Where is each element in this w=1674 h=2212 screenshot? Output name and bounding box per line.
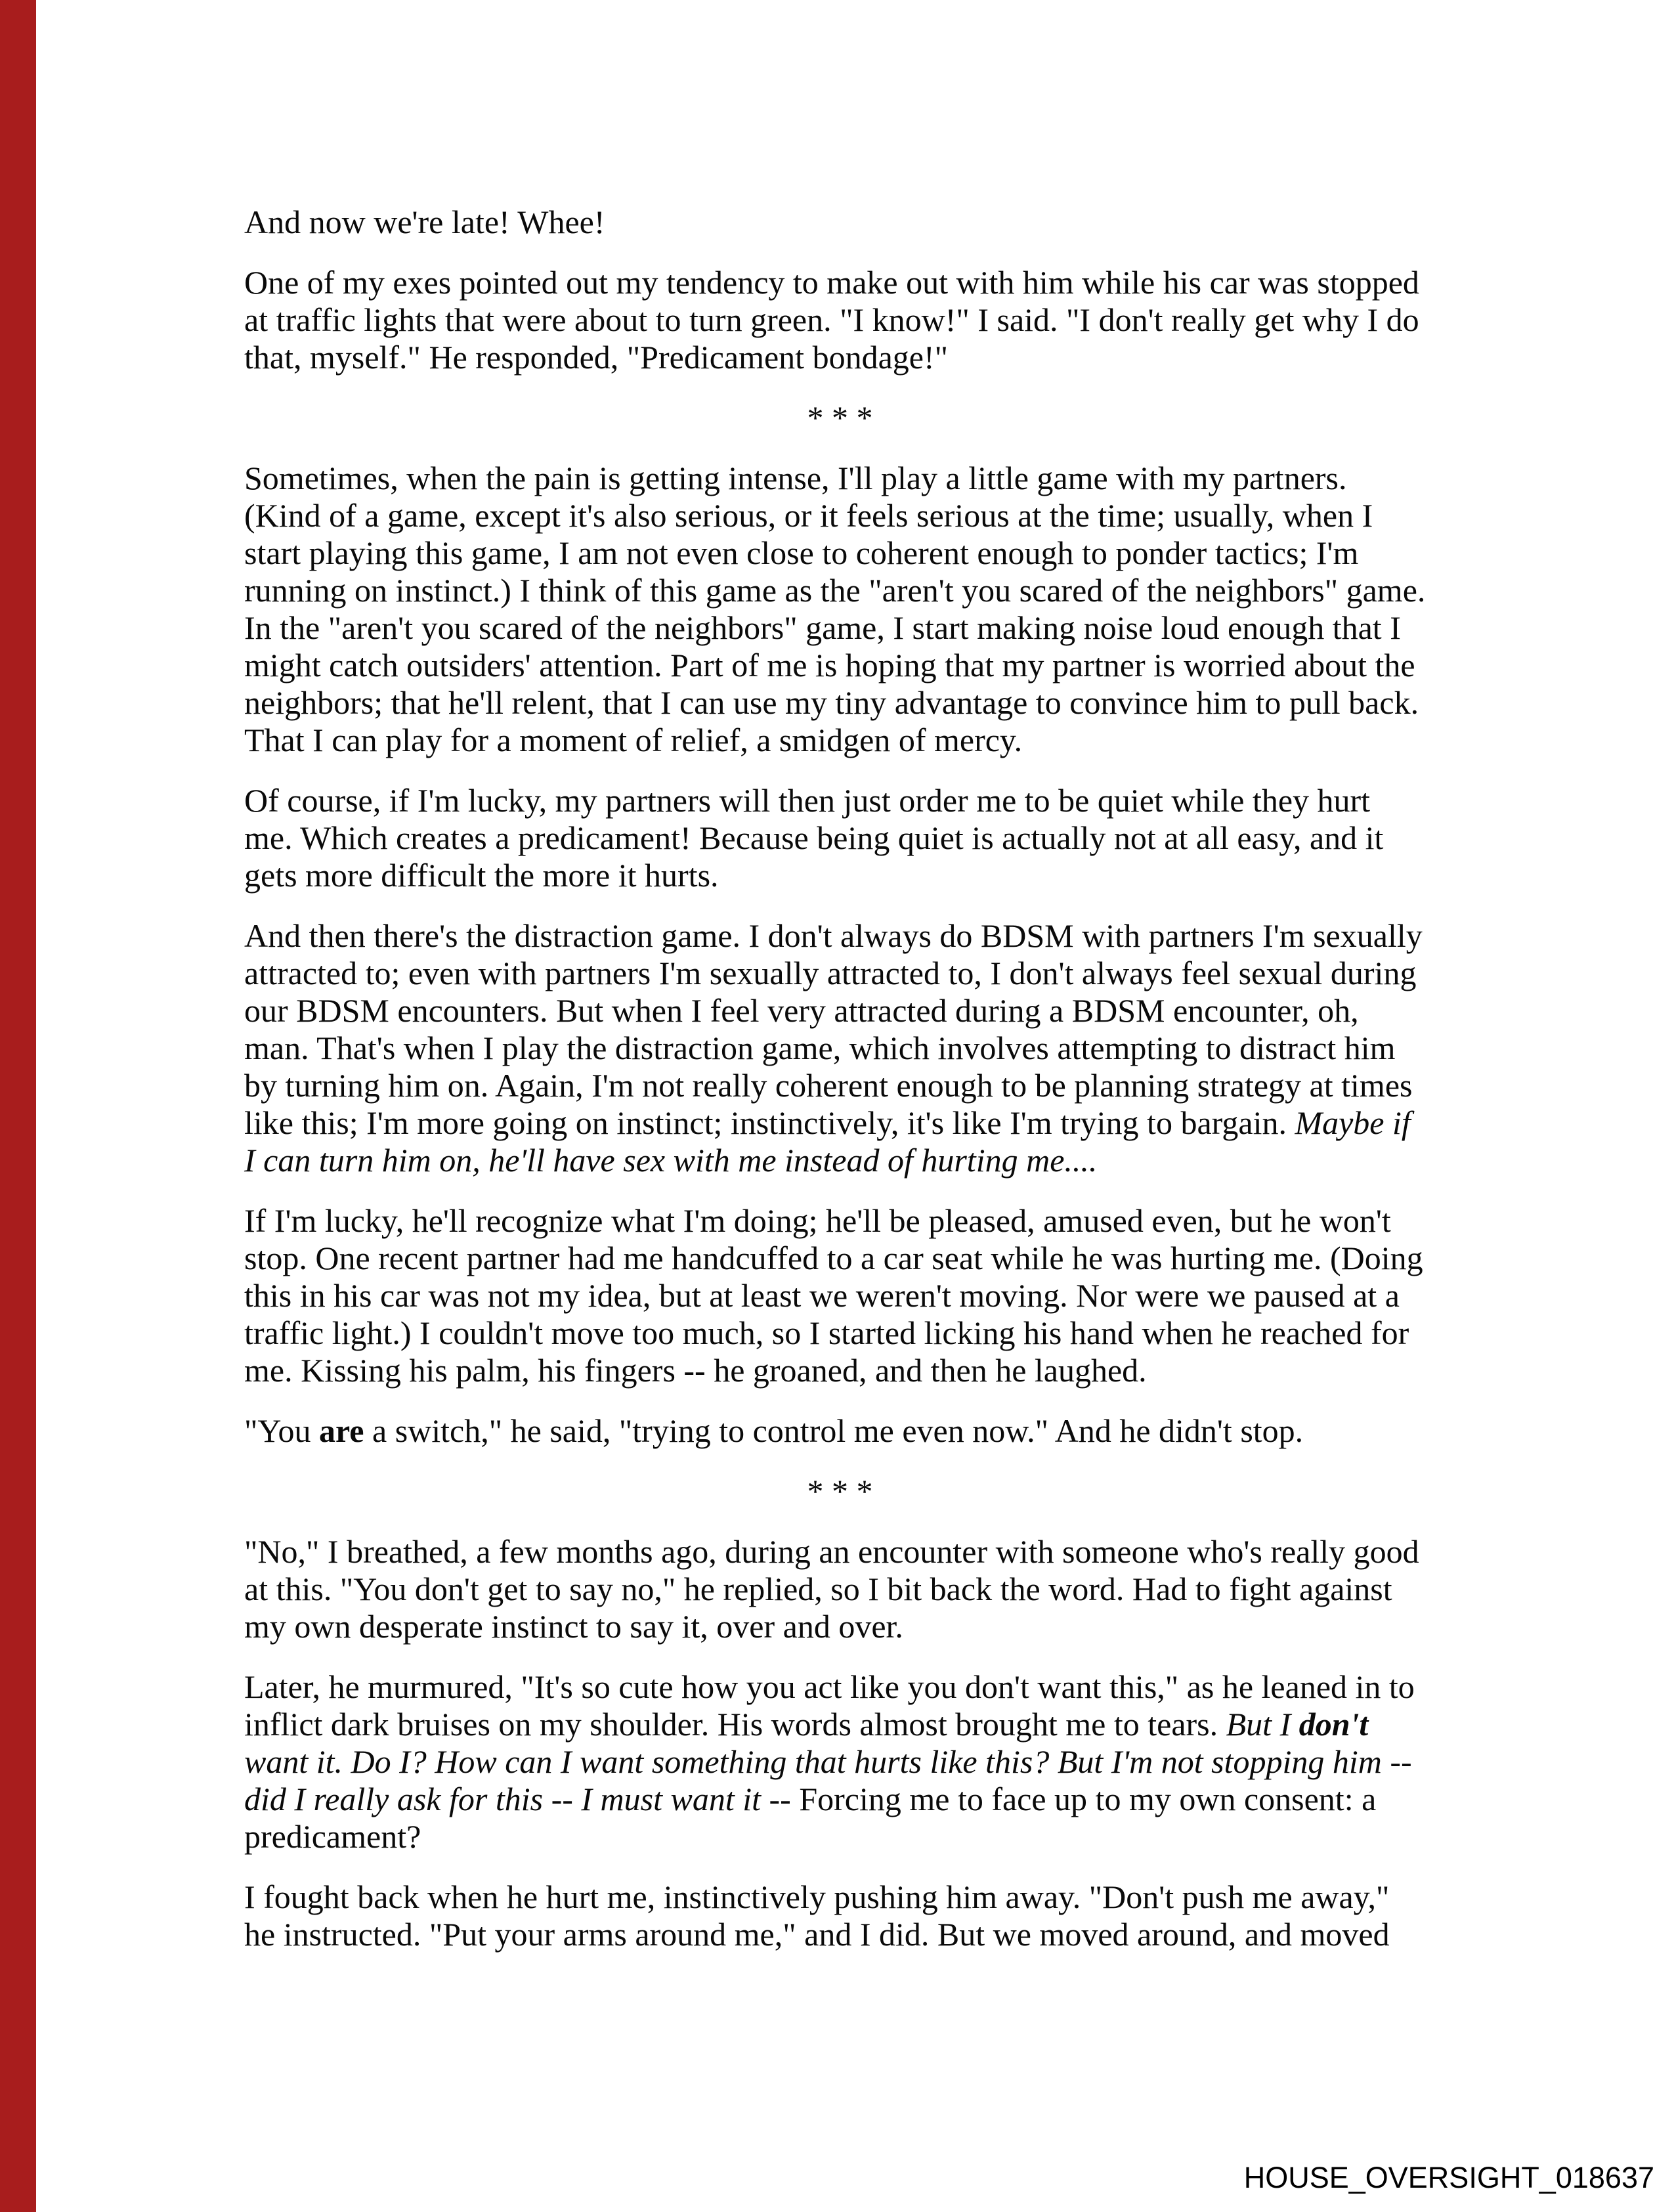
text-line: running on instinct.) I think of this game as the "aren't you scared of the neighbors" game.: [244, 572, 1426, 609]
bates-number: HOUSE_OVERSIGHT_018637: [1243, 2161, 1654, 2194]
text-line: "You are a switch," he said, "trying to control me even now." And he didn't stop.: [244, 1412, 1304, 1449]
text-line: In the "aren't you scared of the neighbors" game, I start making noise loud enough that I: [244, 609, 1401, 646]
text-line: Later, he murmured, "It's so cute how you act like you don't want this," as he leaned in to: [244, 1668, 1415, 1705]
text-line: neighbors; that he'll relent, that I can use my tiny advantage to convince him to pull back.: [244, 684, 1419, 721]
paragraph: [244, 204, 1436, 241]
text-line: like this; I'm more going on instinct; instinctively, it's like I'm trying to bargain. Maybe if: [244, 1104, 1411, 1141]
text-line: And then there's the distraction game. I don't always do BDSM with partners I'm sexually: [244, 917, 1423, 954]
text-line: man. That's when I play the distraction game, which involves attempting to distract him: [244, 1030, 1396, 1066]
text-line: my own desperate instinct to say it, over and over.: [244, 1608, 903, 1645]
paragraph: [244, 1533, 1436, 1645]
text-line: me. Kissing his palm, his fingers -- he groaned, and then he laughed.: [244, 1352, 1147, 1389]
text-line: want it. Do I? How can I want something that hurts like this? But I'm not stopping him --: [244, 1743, 1412, 1780]
text-line: start playing this game, I am not even close to coherent enough to ponder tactics; I'm: [244, 534, 1359, 571]
text-line: our BDSM encounters. But when I feel very attracted during a BDSM encounter, oh,: [244, 992, 1359, 1029]
text-line: gets more difficult the more it hurts.: [244, 857, 719, 894]
text-line: did I really ask for this -- I must want it -- Forcing me to face up to my own consent: a: [244, 1781, 1377, 1817]
text-line: me. Which creates a predicament! Because being quiet is actually not at all easy, and it: [244, 819, 1384, 856]
text-line: I fought back when he hurt me, instinctively pushing him away. "Don't push me away,": [244, 1878, 1390, 1915]
paragraph: [244, 264, 1436, 376]
text-line: That I can play for a moment of relief, a smidgen of mercy.: [244, 722, 1023, 758]
paragraph: [244, 782, 1436, 894]
paragraph: [244, 1878, 1436, 1953]
text-line: at traffic lights that were about to turn green. "I know!" I said. "I don't really get why I do: [244, 301, 1419, 338]
scan-edge-red-bar: [0, 0, 36, 2212]
text-line: at this. "You don't get to say no," he replied, so I bit back the word. Had to fight against: [244, 1571, 1392, 1607]
text-line: predicament?: [244, 1818, 421, 1855]
text-line: he instructed. "Put your arms around me," and I did. But we moved around, and moved: [244, 1916, 1390, 1953]
text-line: inflict dark bruises on my shoulder. His words almost brought me to tears. But I don't: [244, 1706, 1369, 1743]
paragraph: [244, 460, 1436, 759]
text-line: traffic light.) I couldn't move too much, so I started licking his hand when he reached for: [244, 1314, 1409, 1351]
section-separator: * * *: [807, 1473, 873, 1509]
paragraph: [244, 1202, 1436, 1389]
text-line: by turning him on. Again, I'm not really coherent enough to be planning strategy at times: [244, 1067, 1413, 1104]
paragraph: [244, 1412, 1436, 1450]
text-line: (Kind of a game, except it's also serious, or it feels serious at the time; usually, when I: [244, 497, 1373, 534]
section-separator: * * *: [807, 399, 873, 436]
text-line: Of course, if I'm lucky, my partners will then just order me to be quiet while they hurt: [244, 782, 1371, 819]
paragraph: [244, 1668, 1436, 1855]
text-line: And now we're late! Whee!: [244, 204, 605, 240]
text-block: [244, 204, 1436, 1976]
text-line: One of my exes pointed out my tendency to make out with him while his car was stopped: [244, 264, 1419, 301]
text-line: If I'm lucky, he'll recognize what I'm doing; he'll be pleased, amused even, but he won't: [244, 1202, 1391, 1239]
text-line: I can turn him on, he'll have sex with me instead of hurting me....: [244, 1142, 1098, 1179]
text-line: might catch outsiders' attention. Part of me is hoping that my partner is worried about the: [244, 647, 1415, 683]
text-line: "No," I breathed, a few months ago, during an encounter with someone who's really good: [244, 1533, 1419, 1570]
text-line: Sometimes, when the pain is getting intense, I'll play a little game with my partners.: [244, 460, 1347, 496]
text-line: this in his car was not my idea, but at least we weren't moving. Nor were we paused at a: [244, 1277, 1400, 1314]
text-line: attracted to; even with partners I'm sexually attracted to, I don't always feel sexual during: [244, 955, 1417, 991]
text-line: stop. One recent partner had me handcuffed to a car seat while he was hurting me. (Doing: [244, 1240, 1423, 1276]
text-line: that, myself." He responded, "Predicament bondage!": [244, 339, 949, 376]
paragraph: [244, 917, 1436, 1179]
